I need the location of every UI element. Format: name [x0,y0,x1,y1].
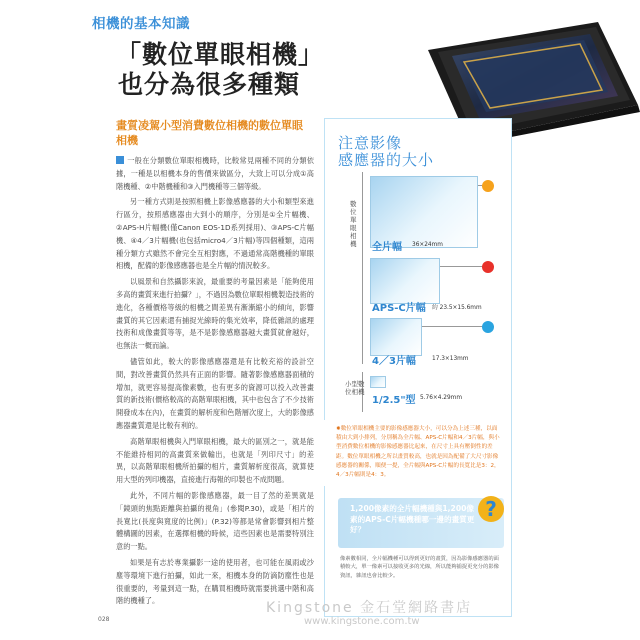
sensor-four-thirds-rect [370,318,422,356]
question-mark-icon: ? [478,496,504,522]
page-title-line-2: 也分為很多種類 [118,70,301,99]
star-icon: ✸ [336,426,341,432]
panel-title-line-2: 感應器的大小 [338,151,435,169]
panel-title-line-1: 注意影像 [338,134,403,152]
group-bracket [362,172,367,364]
paragraph-marker-icon [116,156,124,164]
watermark: Kingstone 金石堂網路書店 [266,600,473,616]
series-label: 相機的基本知識 [92,16,190,32]
sensor-color-dot [482,180,494,192]
panel-note [336,425,500,480]
watermark-url: www.kingstone.com.tw [304,616,420,627]
sensor-name: 4／3片幅 [372,356,416,367]
sensor-name: 全片幅 [372,242,402,253]
body-paragraph-text: 一般在分類數位單眼相機時，比較常見兩種不同的分類依據，一種是以相機本身的售價來做區分，大致上可以分成①高階機種、②中階機種和③入門機種等三個等級。 [116,156,314,191]
body-paragraph: 高階單眼相機與入門單眼相機，最大的區別之一，就是能不能維持相同的高畫質來做輸出，也就是「列印尺寸」的差異，以高階單眼相機所拍攝的相片，畫質解析度很高，就算使用大型的列印機器，直接進行海報的印製也不成問題。 [116,436,314,485]
answer-text: 像素數相同，全片幅機種可以得到更好的畫質，因為影像感應器的面積較大，單一像素可以接收更多的光線，所以能夠捕捉更充分的影像資訊，雜訊也會比較少。 [340,556,499,579]
body-paragraph: 另一種方式則是按照相機上影像感應器的大小和類型來進行區分，按照感應器由大到小的順序，分別是①全片幅機、②APS-H片幅機(僅Canon EOS-1D系列採用)、③APS-C片幅機、④4／3片幅機(也包括micro4／3片幅)等四個種類，這兩種分類方式雖然不會完全互相對應，不過通常高階機種的單眼相機，配備的影像感應器也是全片幅的情況較多。 [116,197,314,271]
sensor-dimensions: 約 23.5×15.6mm [432,305,482,311]
body-paragraph: 如果是有志於專業攝影一途的使用者，也可能在風雨或沙塵等環境下進行拍攝，如此一來，相機本身的防滴防塵性也是很重要的，考量到這一點，在購買相機時就需要挑選中階和高階的機種了。 [116,557,314,606]
leader-line [440,266,482,267]
sensor-color-dot [482,261,494,273]
group-label-compact: 小型數位相機 [345,380,365,396]
sensor-color-dot [482,321,494,333]
group-label-dslr: 數位單眼相機 [350,200,357,248]
sensor-dimensions: 5.76×4.29mm [420,395,462,401]
sensor-compact-rect [370,376,386,388]
section-heading: 畫質凌駕小型消費數位相機的數位單眼相機 [116,119,303,147]
body-paragraph: 以風景和自然攝影來說，最重要的考量因素是「能夠使用多高的畫質來進行拍攝？」，不過因為數位單眼相機製造技術的進化，各種價格等級的相機之間差異有漸漸縮小的傾向，影響畫質的其它因素還有捕捉光線時的集光效率，降低雜訊的處理技術和成像畫質等等，是不是影像感應器越大畫質就會越好，也無法一概而論。 [116,277,314,351]
sensor-dimensions: 17.3×13mm [432,356,469,362]
sensor-name: APS-C片幅 [372,303,426,314]
page-title-line-1: 「數位單眼相機」 [116,40,325,69]
sensor-dimensions: 36×24mm [412,242,443,248]
leader-line [422,326,482,327]
sensor-name: 1/2.5"型 [372,395,416,406]
body-paragraph: 此外，不同片幅的影像感應器，最一目了然的差異就是「鏡頭的焦點距離與拍攝的視角」(參閱P.30)，或是「相片的長寬比(長度與寬度的比例)」(P.32)等都是常會影響到相片整體構圖的因素，在選擇相機的時候，這些因素也是需要特別注意的一點。 [116,490,314,552]
article-body [116,155,314,611]
question-text: 1,200像素的全片幅機種與1,200像素的APS-C片幅機種哪一邊的畫質更好？ [350,504,475,534]
body-paragraph [116,155,314,193]
panel-note-text: 數位單眼相機主要的影像感應器大小，可以分為上述三種，以面積由大到小排列，分別稱為全片幅、APS-C片幅和4／3片幅，與小型消費數位相機的影像感應器比起來，在尺寸上具有壓倒性的差距。數位單眼相機之所以畫質較高，也就是因為配備了大尺寸影像感應器的關係，順便一提，全片幅與APS-C片幅的長寬比是3：2，4／3片幅則是4：3。 [336,426,500,479]
sensor-aps-c-rect [370,258,440,304]
page-number: 028 [98,616,110,623]
body-paragraph: 儘管如此，較大的影像感應器還是有比較充裕的設計空間，對改善畫質仍然具有正面的影響。隨著影像感應器面積的增加，就更容易提高像素數，也有更多的資源可以投入改善畫質的新技術(價格較高的高階單眼相機，其中也包含了不少技術開發成本在內)，在畫質的解析度和色階層次度上，大的影像感應器畫質還是比較有利的。 [116,356,314,430]
